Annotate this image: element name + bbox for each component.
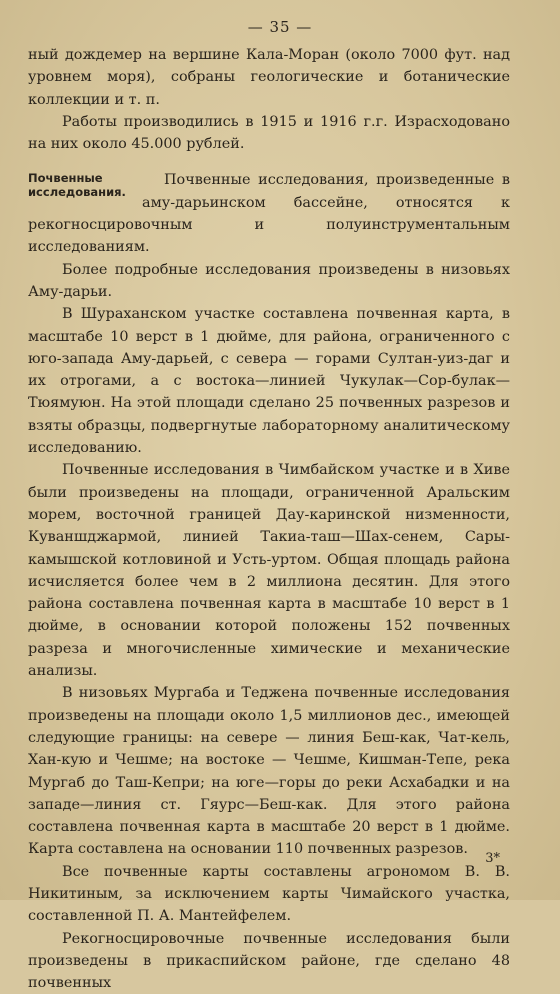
signature-mark: 3* xyxy=(485,851,500,866)
paragraph-lower-amudarya: Более подробные исследования произведены в низовьях Аму-дарьи. xyxy=(28,261,510,300)
paragraph-murgab-tejen: В низовьях Мургаба и Теджена почвенные исследования произведены на площади около 1,5 миллионов дес., имеющей следующие границы: на севере — линия Беш-как, Чат-кель, Хан-кую и Чешме; на востоке — Чешме, Кишман-Тепе, река Мургаб до Таш-Кепри; на юге—горы до реки Асхабадки и на западе—линия ст. Гяурс—Беш-как. Для этого района составлена почвенная карта в масштабе 20 верст в 1 дюйме. Карта составлена на основании 110 почвенных разрезов. xyxy=(28,685,510,858)
page-number: — 35 — xyxy=(247,18,313,36)
body-text xyxy=(28,44,510,994)
paragraph-chimbai-khiva: Почвенные исследования в Чимбайском участке и в Хиве были произведены на площади, ограниченной Аральским морем, восточной границей Дау-каринской низменности, Куваншджармой, линией Такиа-таш—Шах-сенем, Сары-камышской котловиной и Усть-уртом. Общая площадь района исчисляется более чем в 2 миллиона десятин. Для этого района составлена почвенная карта в масштабе 10 верст в 1 дюйме, в основании которой положены 152 почвенных разреза и многочисленные химические и механические анализы. xyxy=(28,462,510,680)
paragraph-caspian: Рекогносцировочные почвенные исследования были произведены в прикаспийском районе, где сделано 48 почвенных xyxy=(28,930,510,992)
section-side-heading: Почвенные исследования. xyxy=(28,171,126,200)
paragraph-expenses: Работы производились в 1915 и 1916 г.г. Израсходовано на них около 45.000 рублей. xyxy=(28,113,510,153)
paragraph-shurakhan: В Шураханском участке составлена почвенная карта, в масштабе 10 верст в 1 дюйме, для района, ограниченного с юго-запада Аму-дарьей, с севера — горами Султан-уиз-даг и их отрогами, а с востока—линией Чукулак—Сор-булак—Тюямуюн. На этой площади сделано 25 почвенных разрезов и взяты образцы, подвергнутые лабораторному аналитическому исследованию. xyxy=(28,306,510,457)
section-gap xyxy=(28,155,510,169)
paragraph-soil-intro: Почвенные исследования, произведенные в аму-дарьинском бассейне, относятся к рекогносцировочным и полуинструментальным исследованиям. xyxy=(28,172,510,256)
section-soil-research xyxy=(28,169,510,258)
paragraph-continuation: ный дождемер на вершине Кала-Моран (около 7000 фут. над уровнем моря), собраны геологические и ботанические коллекции и т. п. xyxy=(28,47,510,108)
paragraph-soil-maps-authors: Все почвенные карты составлены агрономом В. В. Никитиным, за исключением карты Чимайского участка, составленной П. А. Мантейфелем. xyxy=(28,863,510,925)
